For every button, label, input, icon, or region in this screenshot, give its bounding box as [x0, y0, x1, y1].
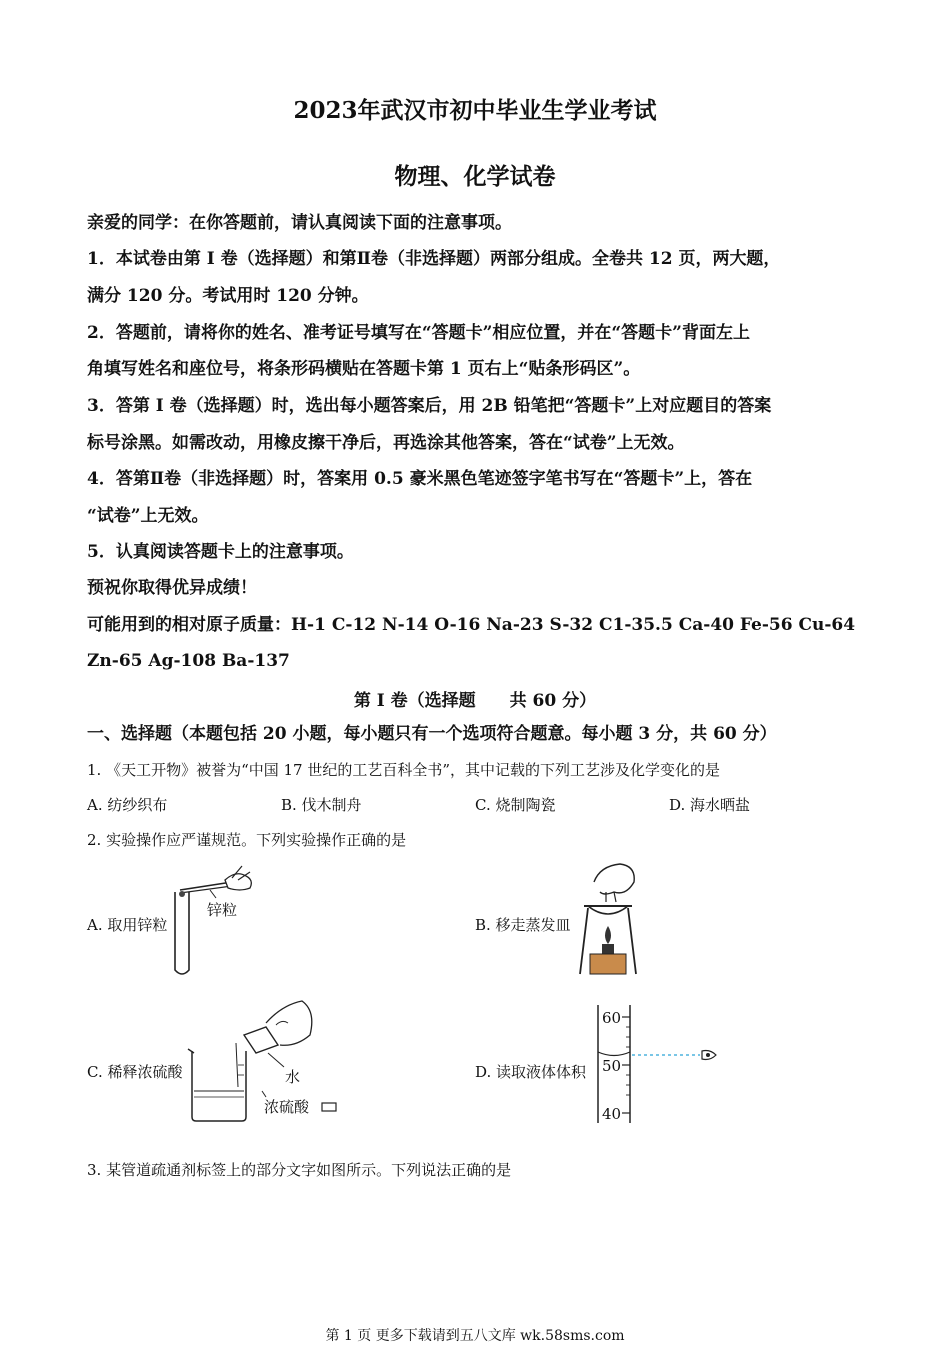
zinc-label: 锌粒	[207, 901, 238, 919]
part-title: 一、选择题（本题包括 20 小题，每小题只有一个选项符合题意。每小题 3 分，共 60 分）	[87, 724, 777, 744]
q1-option-b[interactable]: B. 伐木制舟	[281, 796, 362, 814]
q3-stem: 3. 某管道疏通剂标签上的部分文字如图所示。下列说法正确的是	[87, 1161, 512, 1179]
page-footer: 第 1 页 更多下载请到五八文库 wk.58sms.com	[325, 1328, 625, 1344]
q1-option-a[interactable]: A. 纺纱织布	[87, 796, 168, 814]
q1-stem: 1. 《天工开物》被誉为“中国 17 世纪的工艺百科全书”，其中记载的下列工艺涉及化学变化的是	[87, 761, 721, 779]
conc-acid-label: 浓硫酸	[264, 1098, 310, 1116]
tick-50: 50	[602, 1057, 622, 1075]
q2-option-d[interactable]: D. 读取液体体积	[475, 1063, 587, 1081]
instruction-1-line2: 满分 120 分。考试用时 120 分钟。	[87, 286, 369, 306]
atomic-mass-line2: Zn-65 Ag-108 Ba-137	[87, 651, 290, 671]
water-label: 水	[285, 1068, 301, 1086]
exam-subtitle: 物理、化学试卷	[394, 163, 556, 190]
q1-option-d[interactable]: D. 海水晒盐	[669, 796, 751, 814]
wish-text: 预祝你取得优异成绩！	[87, 578, 257, 598]
instructions-intro: 亲爱的同学：在你答题前，请认真阅读下面的注意事项。	[87, 213, 512, 233]
instruction-4-line2: “试卷”上无效。	[87, 506, 209, 526]
q2-stem: 2. 实验操作应严谨规范。下列实验操作正确的是	[87, 831, 407, 849]
instruction-2-line1: 2．答题前，请将你的姓名、准考证号填写在“答题卡”相应位置，并在“答题卡”背面左上	[87, 323, 750, 343]
tick-60: 60	[602, 1009, 622, 1027]
q2-option-c[interactable]: C. 稀释浓硫酸	[87, 1063, 183, 1081]
evaporating-dish-figure	[576, 862, 642, 978]
zinc-tube-figure	[170, 862, 260, 980]
instruction-4-line1: 4．答第Ⅱ卷（非选择题）时，答案用 0.5 豪米黑色笔迹签字笔书写在“答题卡”上，答在	[87, 469, 753, 489]
tick-40: 40	[602, 1105, 622, 1123]
atomic-mass-line1: 可能用到的相对原子质量：H-1 C-12 N-14 O-16 Na-23 S-32 C1-35.5 Ca-40 Fe-56 Cu-64	[87, 615, 856, 635]
volume-title: 第 I 卷（选择题 共 60 分）	[353, 691, 597, 711]
q2-option-a[interactable]: A. 取用锌粒	[87, 916, 168, 934]
instruction-1-line1: 1．本试卷由第 I 卷（选择题）和第Ⅱ卷（非选择题）两部分组成。全卷共 12 页，两大题，	[87, 249, 781, 269]
instruction-3-line2: 标号涂黑。如需改动，用橡皮擦干净后，再选涂其他答案，答在“试卷”上无效。	[87, 433, 685, 453]
instruction-5: 5．认真阅读答题卡上的注意事项。	[87, 542, 354, 562]
exam-title: 2023年武汉市初中毕业生学业考试	[293, 97, 657, 124]
instruction-2-line2: 角填写姓名和座位号，将条形码横贴在答题卡第 1 页右上“贴条形码区”。	[87, 359, 641, 379]
q1-option-c[interactable]: C. 烧制陶瓷	[475, 796, 556, 814]
instruction-3-line1: 3．答第 I 卷（选择题）时，选出每小题答案后，用 2B 铅笔把“答题卡”上对应题目的答案	[87, 396, 772, 416]
q2-option-b[interactable]: B. 移走蒸发皿	[475, 916, 571, 934]
